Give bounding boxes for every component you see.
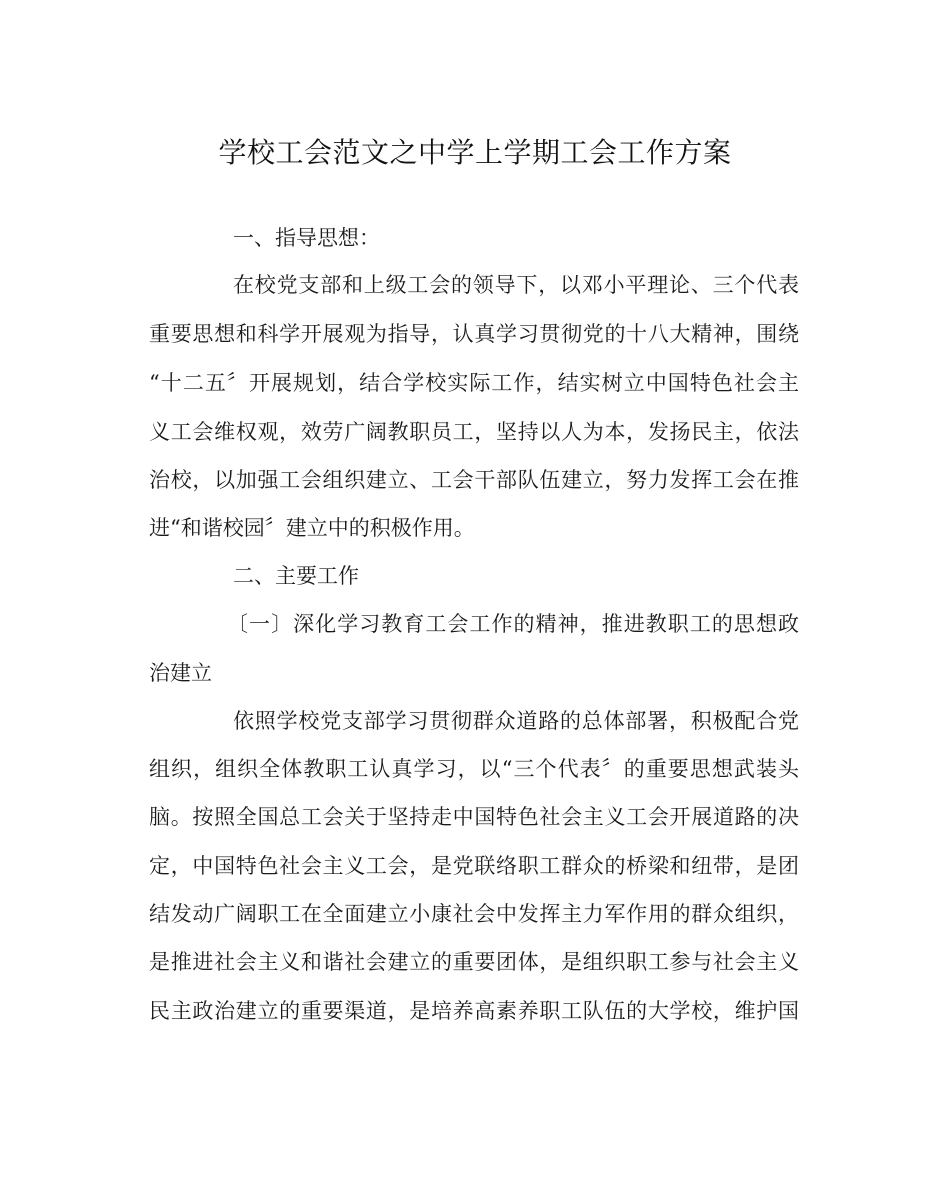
paragraph-line: 民主政治建立的重要渠道，是培养高素养职工队伍的大学校，维护国 <box>149 999 799 1023</box>
paragraph-line: 在校党支部和上级工会的领导下，以邓小平理论、三个代表 <box>233 273 799 297</box>
paragraph-line: 是推进社会主义和谐社会建立的重要团体，是组织职工参与社会主义 <box>149 950 799 974</box>
section-heading-main-work: 二、主要工作 <box>233 564 359 588</box>
paragraph-line: 脑。按照全国总工会关于坚持走中国特色社会主义工会开展道路的决 <box>149 805 799 829</box>
paragraph-line: 组织，组织全体教职工认真学习，以“三个代表〞的重要思想武装头 <box>149 757 799 781</box>
document-title: 学校工会范文之中学上学期工会工作方案 <box>218 136 732 169</box>
paragraph-line: 治校，以加强工会组织建立、工会干部队伍建立，努力发挥工会在推 <box>149 468 799 492</box>
subsection-heading-line: 〔一〕深化学习教育工会工作的精神，推进教职工的思想政 <box>227 612 799 636</box>
section-heading-guiding-ideology: 一、指导思想： <box>233 226 380 250</box>
paragraph-line: “十二五〞开展规划，结合学校实际工作，结实树立中国特色社会主 <box>149 371 799 395</box>
paragraph-line: 重要思想和科学开展观为指导，认真学习贯彻党的十八大精神，围绕 <box>149 322 799 346</box>
paragraph-line: 义工会维权观，效劳广阔教职员工，坚持以人为本，发扬民主，依法 <box>149 420 799 444</box>
paragraph-line: 进“和谐校园〞建立中的积极作用。 <box>149 516 475 540</box>
paragraph-line: 定，中国特色社会主义工会，是党联络职工群众的桥梁和纽带，是团 <box>149 854 799 878</box>
paragraph-line: 依照学校党支部学习贯彻群众道路的总体部署，积极配合党 <box>233 709 799 733</box>
subsection-heading-line: 治建立 <box>149 661 212 685</box>
paragraph-line: 结发动广阔职工在全面建立小康社会中发挥主力军作用的群众组织， <box>149 902 799 926</box>
